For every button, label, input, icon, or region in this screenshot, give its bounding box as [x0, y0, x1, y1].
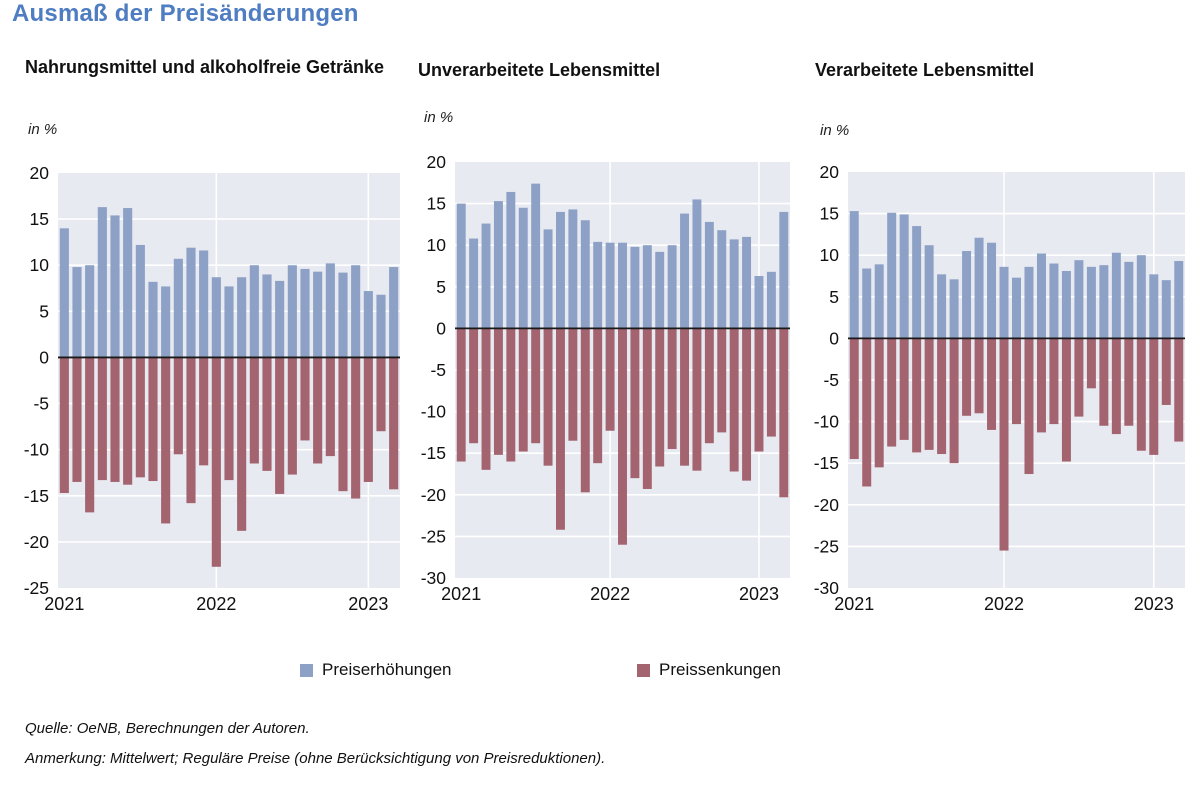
bar-decrease	[887, 338, 896, 446]
bar-decrease	[593, 328, 602, 463]
x-tick-label: 2023	[738, 584, 780, 604]
bar-increase	[1037, 254, 1046, 339]
y-tick-label: 10	[426, 235, 446, 256]
bar-decrease	[1162, 338, 1171, 405]
bar-decrease	[148, 357, 157, 481]
bar-increase	[606, 243, 615, 329]
bar-decrease	[618, 328, 627, 544]
bar-decrease	[531, 328, 540, 443]
bar-increase	[875, 264, 884, 338]
bar-increase	[531, 184, 540, 329]
bar-increase	[326, 263, 335, 357]
bar-decrease	[1174, 338, 1183, 441]
bar-decrease	[875, 338, 884, 467]
bar-decrease	[680, 328, 689, 465]
bar-increase	[1099, 265, 1108, 338]
y-tick-label: 15	[819, 203, 839, 224]
bar-increase	[186, 248, 195, 358]
bar-increase	[1137, 255, 1146, 338]
bar-increase	[482, 224, 491, 329]
y-tick-label: -10	[23, 439, 49, 460]
bar-increase	[288, 265, 297, 357]
bar-decrease	[262, 357, 271, 470]
bar-decrease	[519, 328, 528, 451]
source-note: Quelle: OeNB, Berechnungen der Autoren.	[25, 720, 310, 737]
bar-increase	[1162, 280, 1171, 338]
y-tick-label: -5	[430, 360, 446, 380]
y-tick-label: -30	[813, 578, 839, 598]
bar-decrease	[705, 328, 714, 443]
y-tick-label: 5	[829, 286, 839, 307]
bar-increase	[351, 265, 360, 357]
bar-decrease	[98, 357, 107, 480]
bar-increase	[494, 201, 503, 328]
bar-increase	[237, 277, 246, 357]
legend-label-increases: Preiserhöhungen	[322, 660, 452, 679]
bar-decrease	[730, 328, 739, 471]
bar-increase	[1124, 262, 1133, 339]
bar-increase	[469, 239, 478, 329]
bar-decrease	[186, 357, 195, 503]
unit-label-panel-3: in %	[820, 122, 850, 139]
bar-increase	[136, 245, 145, 358]
legend-label-decreases: Preissenkungen	[659, 660, 781, 679]
bar-increase	[457, 204, 466, 329]
bar-decrease	[643, 328, 652, 489]
bar-increase	[1174, 261, 1183, 338]
bar-increase	[987, 243, 996, 339]
bar-increase	[364, 291, 373, 357]
bar-increase	[1074, 260, 1083, 338]
bar-increase	[60, 228, 69, 357]
bar-decrease	[568, 328, 577, 440]
bar-decrease	[1074, 338, 1083, 416]
bar-decrease	[779, 328, 788, 497]
bar-increase	[389, 267, 398, 357]
bar-decrease	[1087, 338, 1096, 388]
bar-decrease	[60, 357, 69, 493]
bar-decrease	[692, 328, 701, 470]
bar-increase	[300, 269, 309, 358]
bar-decrease	[767, 328, 776, 436]
x-tick-label: 2023	[1133, 594, 1174, 614]
bar-increase	[544, 229, 553, 328]
bar-decrease	[364, 357, 373, 482]
bar-decrease	[606, 328, 615, 430]
bar-increase	[1062, 271, 1071, 338]
x-tick-label: 2021	[834, 594, 875, 614]
bar-increase	[1024, 267, 1033, 339]
y-tick-label: -25	[420, 526, 446, 547]
increase-swatch-icon	[300, 664, 313, 677]
bar-increase	[581, 220, 590, 328]
bar-decrease	[1037, 338, 1046, 432]
bar-decrease	[457, 328, 466, 461]
bar-decrease	[313, 357, 322, 463]
y-tick-label: 15	[29, 209, 49, 230]
bar-decrease	[912, 338, 921, 452]
y-tick-label: -25	[813, 536, 839, 557]
y-tick-label: 0	[39, 347, 49, 368]
bar-decrease	[110, 357, 119, 482]
legend-item-decreases	[637, 660, 781, 680]
bar-decrease	[630, 328, 639, 478]
x-tick-label: 2022	[196, 594, 237, 614]
bar-decrease	[506, 328, 515, 461]
bar-increase	[850, 211, 859, 338]
bar-decrease	[161, 357, 170, 523]
bar-increase	[887, 213, 896, 339]
bar-increase	[862, 269, 871, 339]
y-tick-label: -5	[33, 393, 49, 414]
y-tick-label: 5	[39, 301, 49, 322]
bar-increase	[519, 208, 528, 329]
bar-decrease	[85, 357, 94, 512]
page-title: Ausmaß der Preisänderungen	[12, 0, 359, 27]
bar-increase	[338, 273, 347, 358]
y-tick-label: -10	[420, 401, 446, 422]
bar-increase	[779, 212, 788, 328]
y-tick-label: 20	[819, 162, 839, 182]
bar-decrease	[925, 338, 934, 449]
y-tick-label: -20	[813, 494, 839, 515]
bar-decrease	[1024, 338, 1033, 474]
y-tick-label: 10	[819, 245, 839, 266]
bar-decrease	[224, 357, 233, 480]
bar-decrease	[482, 328, 491, 469]
bar-decrease	[376, 357, 385, 431]
bar-decrease	[962, 338, 971, 415]
x-tick-label: 2021	[441, 584, 482, 604]
bar-decrease	[850, 338, 859, 459]
bar-decrease	[862, 338, 871, 486]
bar-increase	[1049, 264, 1058, 339]
bar-decrease	[237, 357, 246, 530]
bar-increase	[224, 286, 233, 357]
bar-decrease	[199, 357, 208, 465]
bar-decrease	[1062, 338, 1071, 461]
bar-decrease	[250, 357, 259, 463]
bar-increase	[568, 209, 577, 328]
bar-increase	[376, 295, 385, 358]
bar-decrease	[556, 328, 565, 529]
y-tick-label: 20	[426, 152, 446, 172]
bar-decrease	[668, 328, 677, 449]
bar-decrease	[72, 357, 81, 482]
bar-increase	[975, 238, 984, 339]
bar-increase	[618, 243, 627, 329]
y-tick-label: -15	[813, 453, 839, 474]
bar-decrease	[300, 357, 309, 440]
bar-increase	[1000, 267, 1009, 339]
bar-decrease	[1012, 338, 1021, 424]
unit-label-panel-2: in %	[424, 109, 454, 126]
bar-increase	[643, 245, 652, 328]
bar-increase	[1012, 278, 1021, 339]
bar-increase	[668, 245, 677, 328]
bar-decrease	[1149, 338, 1158, 454]
bar-increase	[630, 247, 639, 329]
bar-increase	[313, 272, 322, 358]
y-tick-label: -30	[420, 568, 446, 588]
bar-decrease	[655, 328, 664, 466]
y-tick-label: -20	[420, 484, 446, 505]
method-note: Anmerkung: Mittelwert; Reguläre Preise (ohne Berücksichtigung von Preisreduktionen).	[25, 750, 606, 767]
legend-item-increases	[300, 660, 451, 680]
bar-increase	[161, 286, 170, 357]
x-tick-label: 2022	[590, 584, 631, 604]
bar-increase	[1087, 267, 1096, 339]
y-tick-label: -25	[23, 578, 49, 598]
bar-increase	[174, 259, 183, 358]
bar-increase	[767, 272, 776, 329]
bar-increase	[85, 265, 94, 357]
bar-decrease	[123, 357, 132, 484]
bar-increase	[506, 192, 515, 328]
bar-decrease	[174, 357, 183, 454]
bar-increase	[72, 267, 81, 357]
bar-decrease	[1049, 338, 1058, 424]
bar-increase	[212, 277, 221, 357]
bar-decrease	[1099, 338, 1108, 425]
bar-decrease	[717, 328, 726, 432]
bar-increase	[98, 207, 107, 357]
bar-increase	[123, 208, 132, 357]
y-tick-label: 5	[436, 276, 446, 297]
y-tick-label: 10	[29, 255, 49, 276]
bar-decrease	[742, 328, 751, 480]
bar-decrease	[581, 328, 590, 492]
chart-plot-3	[798, 157, 1188, 617]
bar-increase	[655, 252, 664, 329]
unit-label-panel-1: in %	[28, 121, 58, 138]
bar-decrease	[351, 357, 360, 498]
bar-increase	[1149, 274, 1158, 338]
bar-decrease	[494, 328, 503, 454]
bar-increase	[275, 281, 284, 358]
bar-decrease	[275, 357, 284, 493]
panel-title-verarbeitete: Verarbeitete Lebensmittel	[815, 60, 1035, 80]
bar-increase	[937, 274, 946, 338]
bar-decrease	[975, 338, 984, 413]
bar-decrease	[326, 357, 335, 456]
x-tick-label: 2021	[44, 594, 85, 614]
bar-increase	[148, 282, 157, 358]
bar-increase	[692, 199, 701, 328]
panel-title-nahrungsmittel: Nahrungsmittel und alkoholfreie Getränke	[25, 57, 385, 77]
chart-plot-1	[8, 158, 403, 617]
bar-decrease	[1112, 338, 1121, 434]
bar-increase	[705, 222, 714, 328]
bar-decrease	[937, 338, 946, 454]
bar-increase	[900, 214, 909, 338]
bar-decrease	[338, 357, 347, 491]
y-tick-label: -15	[420, 443, 446, 464]
bar-increase	[950, 279, 959, 338]
decrease-swatch-icon	[637, 664, 650, 677]
bar-decrease	[544, 328, 553, 465]
bar-increase	[925, 245, 934, 338]
bar-increase	[1112, 253, 1121, 339]
bar-decrease	[212, 357, 221, 566]
bar-increase	[717, 230, 726, 328]
bar-decrease	[389, 357, 398, 489]
bar-increase	[730, 239, 739, 328]
bar-increase	[110, 215, 119, 357]
bar-decrease	[288, 357, 297, 474]
bar-increase	[962, 251, 971, 338]
bar-decrease	[1000, 338, 1009, 550]
y-tick-label: -10	[813, 411, 839, 432]
bar-increase	[593, 242, 602, 329]
bar-increase	[556, 212, 565, 328]
x-tick-label: 2023	[348, 594, 389, 614]
bar-decrease	[987, 338, 996, 430]
panel-title-unverarbeitete: Unverarbeitete Lebensmittel	[418, 60, 661, 80]
y-tick-label: 0	[829, 328, 839, 349]
y-tick-label: 15	[426, 193, 446, 214]
bar-decrease	[469, 328, 478, 443]
chart-plot-2	[405, 147, 793, 607]
bar-increase	[742, 237, 751, 329]
x-tick-label: 2022	[983, 594, 1025, 614]
y-tick-label: -5	[823, 370, 839, 390]
y-tick-label: 0	[436, 318, 446, 339]
y-tick-label: 20	[29, 163, 49, 183]
bar-decrease	[1137, 338, 1146, 450]
y-tick-label: -20	[23, 531, 49, 552]
bar-decrease	[136, 357, 145, 477]
bar-increase	[262, 274, 271, 357]
y-tick-label: -15	[23, 485, 49, 506]
bar-increase	[680, 214, 689, 329]
bar-decrease	[900, 338, 909, 440]
bar-decrease	[950, 338, 959, 463]
bar-increase	[250, 265, 259, 357]
bar-increase	[755, 276, 764, 328]
bar-decrease	[1124, 338, 1133, 425]
bar-decrease	[755, 328, 764, 451]
bar-increase	[912, 226, 921, 338]
bar-increase	[199, 250, 208, 357]
